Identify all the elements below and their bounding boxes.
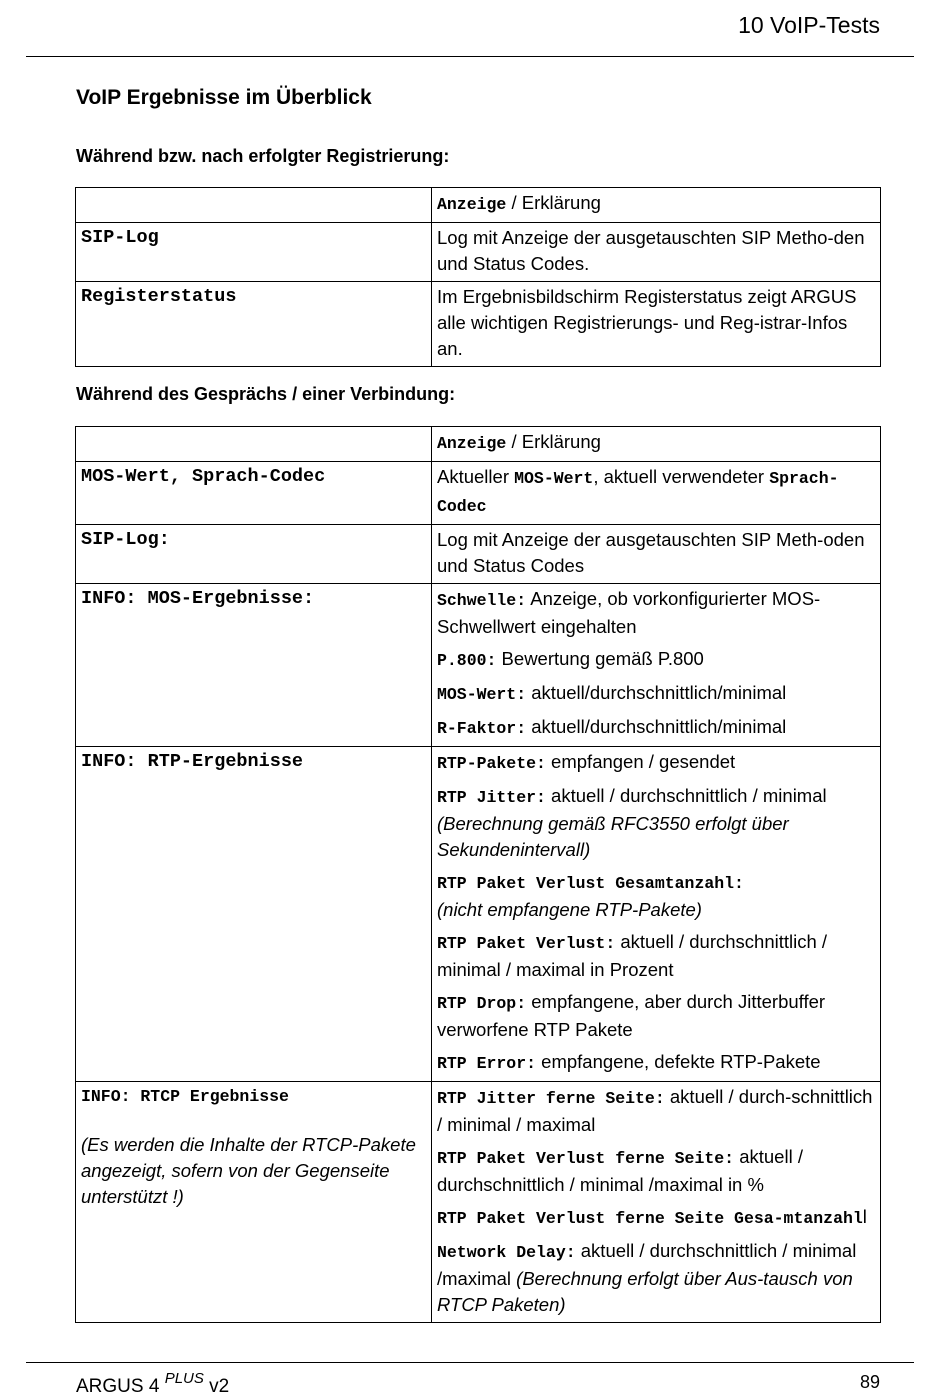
table-row (76, 462, 881, 525)
item-note: (nicht empfangene RTP-Pakete) (437, 899, 702, 920)
product-name: ARGUS 4 (76, 1376, 165, 1397)
table-row (76, 747, 881, 1082)
item-key: P.800: (437, 651, 497, 670)
item-text: Bewertung gemäß P.800 (496, 648, 704, 669)
row-text (432, 747, 881, 1082)
item-text: aktuell / durchschnittlich / minimal /maximal in % (437, 1146, 803, 1195)
call-results-table (75, 426, 881, 1323)
mono-part: Sprach-Codec (437, 469, 839, 516)
table-header-row (76, 188, 881, 223)
row-label: Registerstatus (76, 282, 432, 367)
list-item (437, 1084, 875, 1138)
item-key: R-Faktor: (437, 719, 527, 738)
item-text: aktuell / durch-schnittlich / minimal / maximal (437, 1086, 873, 1135)
item-text: Anzeige, ob vorkonfigurierter MOS-Schwellwert eingehalten (437, 588, 821, 637)
item-key: RTP Error: (437, 1054, 537, 1073)
item-text: l (862, 1206, 867, 1227)
header-text: / Erklärung (506, 192, 601, 213)
list-item (437, 783, 875, 863)
text-part: , aktuell verwendeter (593, 466, 770, 487)
section-title: VoIP Ergebnisse im Überblick (76, 86, 372, 109)
table-header-cell (432, 427, 881, 462)
row-label: SIP-Log (76, 223, 432, 282)
item-key: RTP Drop: (437, 994, 527, 1013)
item-key: RTP-Pakete: (437, 754, 546, 773)
item-key: RTP Paket Verlust ferne Seite: (437, 1149, 735, 1168)
footer-rule (26, 1362, 914, 1363)
registration-table (75, 187, 881, 367)
text-part: Aktueller (437, 466, 515, 487)
item-key: RTP Paket Verlust: (437, 934, 616, 953)
table-header-row (76, 427, 881, 462)
table-header-empty (76, 188, 432, 223)
item-key: RTP Jitter ferne Seite: (437, 1089, 665, 1108)
header-text: / Erklärung (506, 431, 601, 452)
item-text: aktuell/durchschnittlich/minimal (526, 716, 787, 737)
item-note: (Berechnung gemäß RFC3550 erfolgt über Sekundenintervall) (437, 813, 789, 860)
item-text: empfangene, defekte RTP-Pakete (536, 1051, 821, 1072)
list-item (437, 869, 875, 923)
running-header: 10 VoIP-Tests (738, 12, 880, 38)
list-item (437, 989, 875, 1043)
row-text (432, 584, 881, 747)
table-row (76, 584, 881, 747)
list-item (437, 680, 875, 708)
item-key: RTP Paket Verlust ferne Seite Gesa-mtanzahl (437, 1209, 863, 1228)
item-key: RTP Paket Verlust Gesamtanzahl: (437, 874, 744, 893)
item-text: aktuell/durchschnittlich/minimal (526, 682, 787, 703)
row-text: Log mit Anzeige der ausgetauschten SIP Metho-den und Status Codes. (432, 223, 881, 282)
row-text: Im Ergebnisbildschirm Registerstatus zeigt ARGUS alle wichtigen Registrierungs- und Reg-istrar-Infos an. (432, 282, 881, 367)
mono-part: MOS-Wert (514, 469, 594, 488)
item-key: Network Delay: (437, 1243, 576, 1262)
item-text: aktuell / durchschnittlich / minimal /maximal (437, 1240, 857, 1289)
list-item (437, 1144, 875, 1198)
table-row (76, 1082, 881, 1323)
list-item (437, 1238, 875, 1318)
list-item (437, 714, 875, 742)
table-row (76, 525, 881, 584)
item-text: aktuell / durchschnittlich / minimal / maximal in Prozent (437, 931, 828, 980)
row-label-cell (76, 1082, 432, 1323)
row-note: (Es werden die Inhalte der RTCP-Pakete angezeigt, sofern von der Gegenseite unterstützt !) (81, 1134, 416, 1207)
page-number: 89 (859, 1372, 880, 1392)
row-text: Log mit Anzeige der ausgetauschten SIP Meth-oden und Status Codes (432, 525, 881, 584)
header-mono: Anzeige (437, 434, 507, 453)
table-header-empty (76, 427, 432, 462)
row-label: INFO: MOS-Ergebnisse: (76, 584, 432, 747)
item-key: RTP Jitter: (437, 788, 546, 807)
item-text: empfangen / gesendet (545, 751, 736, 772)
product-sup: PLUS (164, 1370, 204, 1387)
list-item (437, 1204, 875, 1232)
product-suffix: v2 (203, 1376, 230, 1397)
row-label: SIP-Log: (76, 525, 432, 584)
header-rule (26, 56, 914, 57)
row-label: INFO: RTP-Ergebnisse (76, 747, 432, 1082)
table-header-cell (432, 188, 881, 223)
table2-heading: Während des Gesprächs / einer Verbindung: (76, 384, 456, 404)
footer-product (76, 1370, 229, 1398)
list-item (437, 929, 875, 983)
list-item (437, 749, 875, 777)
list-item (437, 646, 875, 674)
row-text (432, 1082, 881, 1323)
list-item (437, 586, 875, 640)
row-label: INFO: RTCP Ergebnisse (81, 1087, 289, 1106)
list-item (437, 1049, 875, 1077)
table-row (76, 223, 881, 282)
item-key: Schwelle: (437, 591, 527, 610)
table1-heading: Während bzw. nach erfolgter Registrierung: (76, 146, 450, 166)
item-text: aktuell / durchschnittlich / minimal (545, 785, 827, 806)
item-note: (Berechnung erfolgt über Aus-tausch von RTCP Paketen) (437, 1268, 853, 1315)
table-row (76, 282, 881, 367)
item-text: empfangene, aber durch Jitterbuffer verworfene RTP Pakete (437, 991, 826, 1040)
header-mono: Anzeige (437, 195, 507, 214)
row-text (432, 462, 881, 525)
row-label: MOS-Wert, Sprach-Codec (76, 462, 432, 525)
item-key: MOS-Wert: (437, 685, 527, 704)
